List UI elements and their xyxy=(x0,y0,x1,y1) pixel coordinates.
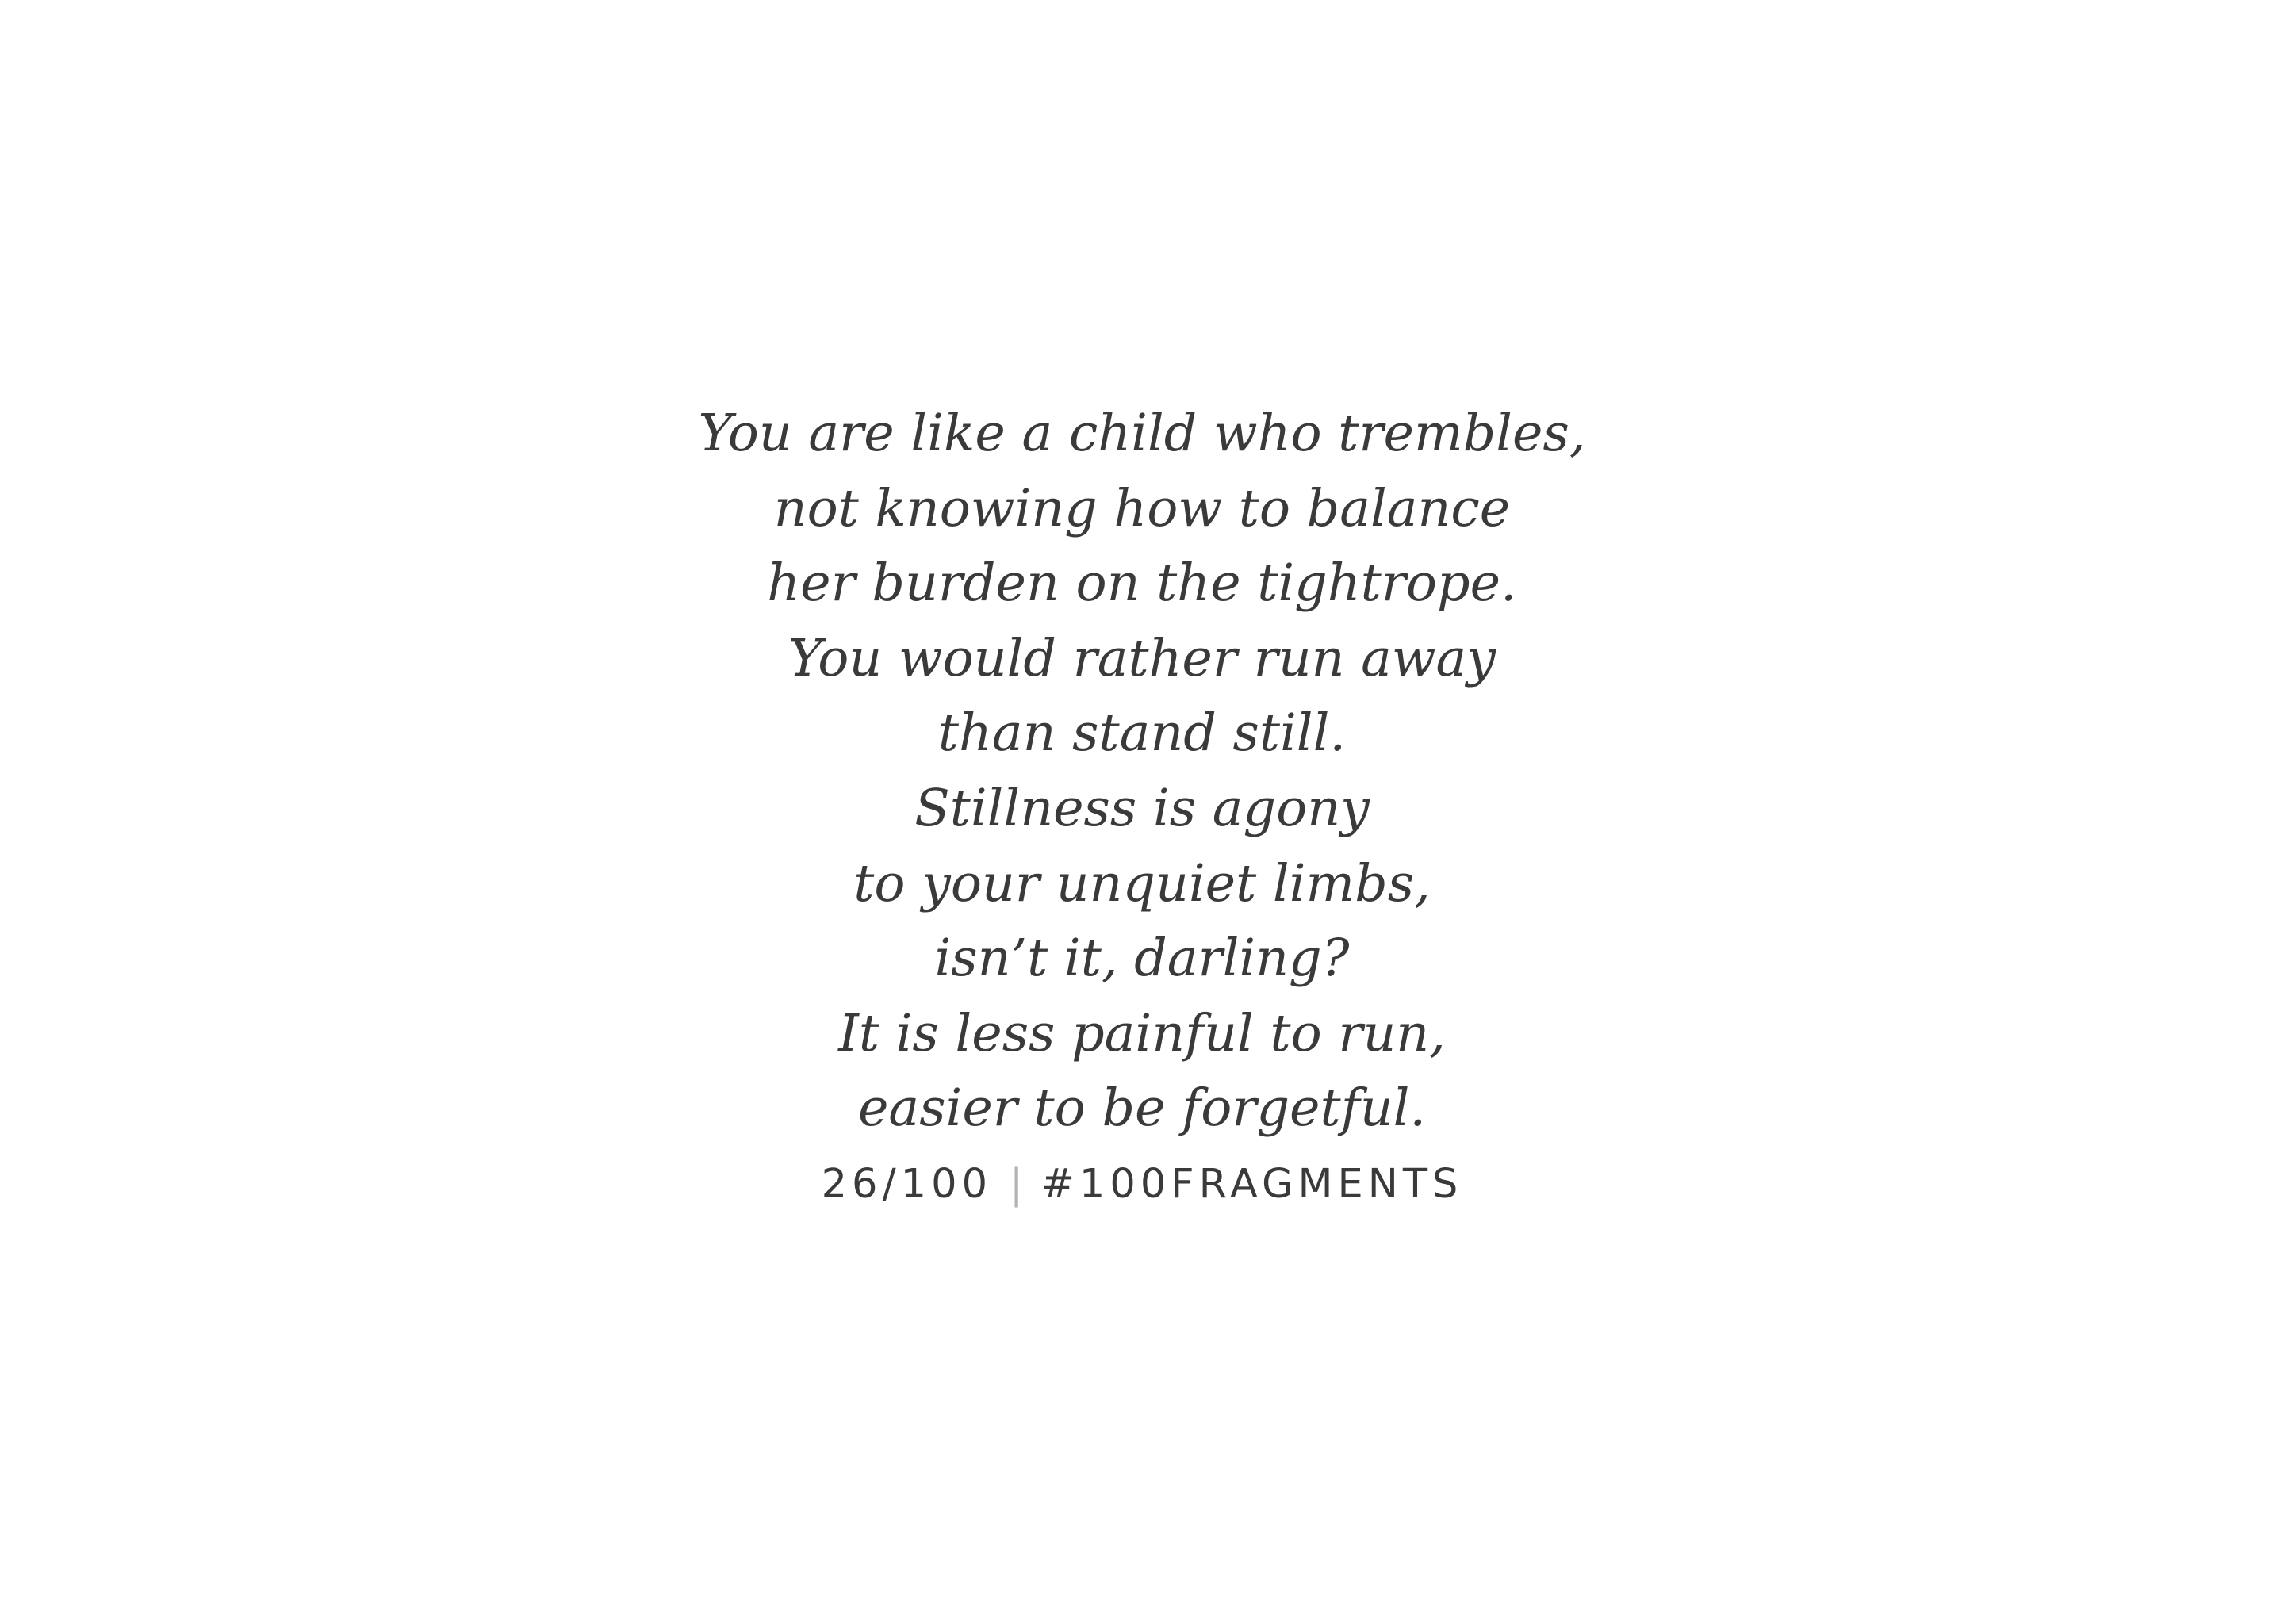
poem-line: not knowing how to balance xyxy=(773,478,1511,538)
poem-line: to your unquiet limbs, xyxy=(853,853,1431,914)
fragment-count: 26/100 xyxy=(821,1160,993,1208)
fragment-caption xyxy=(0,1156,2284,1213)
fragment-hashtag: #100FRAGMENTS xyxy=(1040,1160,1463,1208)
caption-divider: | xyxy=(1010,1160,1024,1208)
poem-line: Stillness is agony xyxy=(914,778,1370,838)
poem-line: easier to be forgetful. xyxy=(857,1078,1427,1139)
poem-line: her burden on the tightrope. xyxy=(767,553,1517,614)
poem-line: isn’t it, darling? xyxy=(934,929,1350,989)
poem-lines xyxy=(0,396,2284,1147)
poem-line: than stand still. xyxy=(937,703,1347,764)
poem-block xyxy=(0,396,2284,1213)
poem-line: You are like a child who trembles, xyxy=(698,404,1586,463)
poem-line: It is less painful to run, xyxy=(838,1003,1446,1063)
poem-line: You would rather run away xyxy=(788,628,1496,688)
